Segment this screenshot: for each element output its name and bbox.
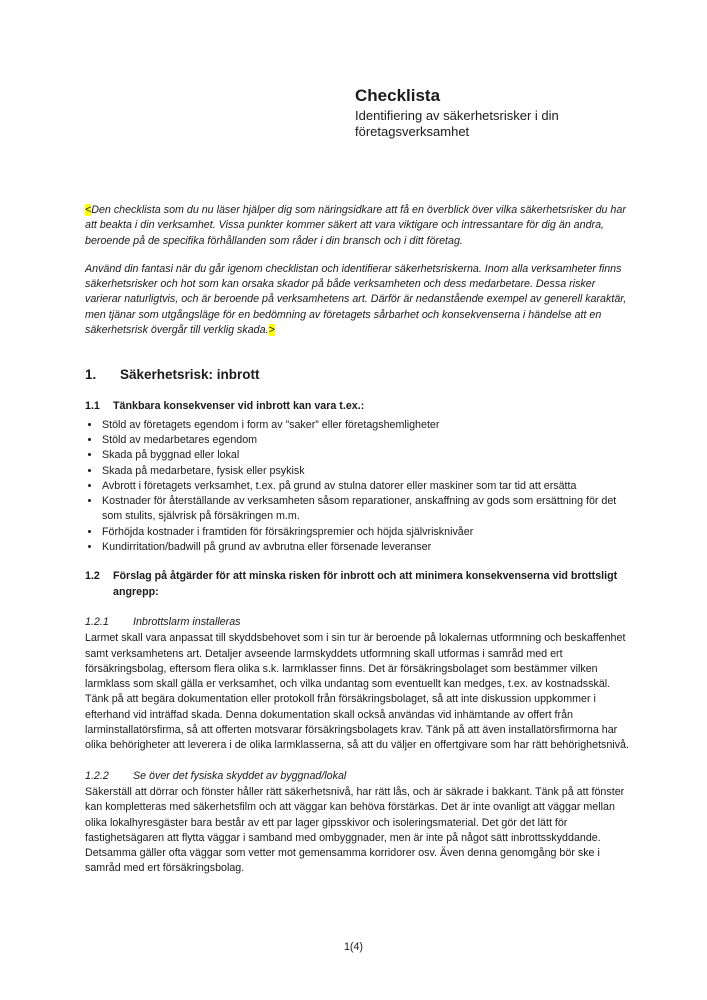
- highlight-close-marker: >: [268, 324, 275, 337]
- list-item: • Stöld av medarbetares egendom: [101, 433, 630, 448]
- document-content: [85, 0, 630, 887]
- page-number: 1(4): [343, 941, 363, 953]
- page-subtitle: Identifiering av säkerhetsrisker i din företagsverksamhet: [355, 108, 559, 139]
- intro-paragraph-1-text: Den checklista som du nu läser hjälper dig som näringsidkare att få en överblick över vilka säkerhetsrisker du har att beakta i din verksamhet. Vissa punkter kommer säkert att vara viktigare och intressantare för dig än andra, beroende på de specifika förhållanden som råder i din bransch och i ditt företag.: [85, 204, 626, 247]
- section-1-2-2-body: Säkerställ att dörrar och fönster håller rätt säkerhetsnivå, har rätt lås, och är säkrade i bakkant. Tänk på att fönster kan kompletteras med säkerhetsfilm och att väggar kan behöva förstärkas. Det är inte ovanligt att väggar mellan olika lokalhyresgäster bara består av ett par lager gipsskivor och isoleringsmaterial. Det gör det lätt för fastighetsägaren att flytta väggar i samband med ombyggnader, men är inte på något sätt inbrottsskyddande. Detsamma gäller ofta väggar som vetter mot gemensamma korridorer osv. Även denna genomgång bör ske i samråd med ert försäkringsbolag.: [85, 785, 625, 875]
- consequences-list: [85, 418, 630, 556]
- section-1-heading: [85, 366, 630, 383]
- list-item: • Förhöjda kostnader i framtiden för försäkringspremier och höjda självrisknivåer: [101, 525, 630, 540]
- list-item: • Skada på medarbetare, fysisk eller psykisk: [101, 464, 630, 479]
- section-1-2-1-body: Larmet skall vara anpassat till skyddsbehovet som i sin tur är beroende på lokalernas utformning och beskaffenhet samt verksamhetens art. Detaljer avseende larmskyddets utformning skall utformas i samråd med ert försäkringsbolag, eftersom flera olika s.k. larmklasser finns. Det är försäkringsbolaget som bestämmer vilken larmklass som skall gälla er verksamhet, och vilka undantag som eventuellt kan medges, t.ex. av kostnadsskäl. Tänk på att begära dokumentation eller protokoll från försäkringsbolaget, så att inte diskussion uppkommer i efterhand vid inträffad skada. Denna dokumentation skall också användas vid inhämtande av offert från larminstallatörsfirma, så att offerten motsvarar försäkringsbolagets krav. Tänk på att även installatörsfirmorna har olika behörigheter att leverera i de olika larmklasserna, så att du väljer en offertgivare som har rätt behörighetsnivå.: [85, 632, 629, 752]
- section-1-2-1-title: Inbrottslarm installeras: [133, 615, 241, 628]
- list-item: • Kundirritation/badwill på grund av avbrutna eller försenade leveranser: [101, 540, 630, 555]
- intro-paragraph-1: [85, 203, 630, 249]
- section-1-2-heading: [85, 569, 630, 600]
- section-1-2-1-heading: [85, 615, 630, 630]
- title-block: [355, 86, 630, 140]
- section-1-2-2-heading: [85, 769, 630, 784]
- section-1-2-number: 1.2: [85, 570, 100, 583]
- section-1-1-title: Tänkbara konsekvenser vid inbrott kan vara t.ex.:: [113, 400, 365, 413]
- list-item: • Skada på byggnad eller lokal: [101, 448, 630, 463]
- section-1-2-2-title: Se över det fysiska skyddet av byggnad/lokal: [133, 769, 347, 782]
- section-1-number: 1.: [85, 367, 97, 383]
- list-item: • Stöld av företagets egendom i form av ”saker” eller företagshemligheter: [101, 418, 630, 433]
- section-1-2-2-number: 1.2.2: [85, 769, 109, 782]
- list-item: • Avbrott i företagets verksamhet, t.ex. på grund av stulna datorer eller maskiner som tar tid att ersätta: [101, 479, 630, 494]
- section-1-1-heading: [85, 399, 630, 414]
- section-1-2-title: Förslag på åtgärder för att minska risken för inbrott och att minimera konsekvenserna vid brottsligt angrepp:: [113, 570, 618, 598]
- section-1-1-number: 1.1: [85, 400, 100, 413]
- section-1-title: Säkerhetsrisk: inbrott: [120, 367, 260, 383]
- highlight-open-marker: <: [85, 204, 92, 216]
- page-title: Checklista: [355, 86, 441, 105]
- section-1-2-1-number: 1.2.1: [85, 615, 109, 628]
- intro-paragraph-2: [85, 262, 630, 338]
- list-item: • Kostnader för återställande av verksamheten såsom reparationer, anskaffning av gods som ersättning för det som stulits, självrisk på försäkringen m.m.: [101, 494, 630, 525]
- intro-paragraph-2-text: Använd din fantasi när du går igenom checklistan och identifierar säkerhetsriskerna. Inom alla verksamheter finns säkerhetsrisker och hot som kan orsaka skador på både verksamheten och dess medarbetare. Dessa risker varierar naturligtvis, och är beroende på verksamhetens art. Därför är nedanstående exempel av generell karaktär, men tjänar som utgångsläge för en bedömning av företagets sårbarhet och konsekvenserna i händelse att en säkerhetsrisk övergår till verklig skada.: [85, 262, 627, 337]
